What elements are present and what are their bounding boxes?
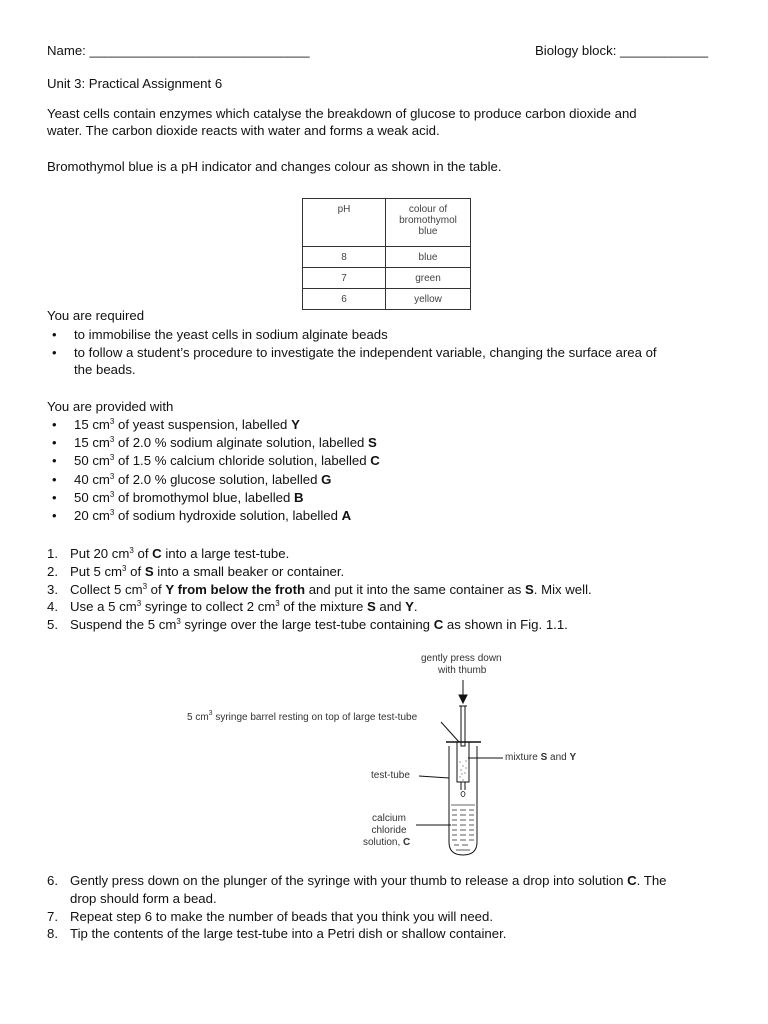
colour-value: green [386,268,471,289]
step-6 [47,872,727,890]
step-text: . Mix well. [533,581,592,597]
item-label: S [368,435,377,451]
press-arrow-head [459,695,467,703]
step-text: . The [636,873,667,888]
required-heading: You are required [47,308,145,323]
calcium-label-line-2: chloride [371,825,407,836]
superscript: 3 [275,599,280,609]
ph-value: 6 [303,289,386,310]
calcium-bold: C [403,837,411,848]
step-8 [47,925,727,943]
item-text: of 1.5 % calcium chloride solution, labelled [114,453,371,469]
calcium-chloride-liquid [451,805,475,850]
superscript: 3 [109,453,115,463]
header-colour-line-2: bromothymol [399,215,457,226]
step-number: 2. [47,563,58,579]
step-bold: Y from below the froth [165,581,306,597]
required-item-2-line-2: the beads. [74,362,136,377]
step-text: drop should form a bead. [70,890,217,906]
colour-value: blue [386,247,471,268]
step-text: of [126,563,145,579]
step-text: Suspend the 5 cm [70,617,177,633]
superscript: 3 [129,546,134,555]
item-text: of bromothymol blue, labelled [114,489,294,505]
step-text: Gently press down on the plunger of the syringe with your thumb to release a drop into solution [70,873,628,888]
biology-block-label: Biology block: ____________ [535,43,709,58]
step-text: of [147,581,166,597]
ph-value: 7 [303,268,386,289]
superscript: 3 [109,471,115,481]
step-number: 5. [47,617,58,633]
header-colour [386,199,471,247]
testtube-label: test-tube [371,770,410,781]
step-text: Repeat step 6 to make the number of beads that you think you will need. [70,908,493,924]
mixture-bold: S [540,752,548,763]
step-number: 3. [47,581,58,597]
item-text: of yeast suspension, labelled [114,417,292,432]
step-text: into a large test-tube. [161,546,290,561]
step-text: Use a 5 cm [70,599,137,615]
intro-paragraph [47,105,727,139]
superscript: 3 [176,617,181,627]
item-label: Y [291,417,300,432]
header-colour-line-3: blue [418,226,438,237]
calcium-label-line-1: calcium [372,813,406,824]
item-text: 15 cm [74,417,110,432]
mixture-dots [459,760,466,780]
step-text: Put 5 cm [70,563,123,579]
item-text: of sodium hydroxide solution, labelled [114,508,342,524]
step-text: . [413,599,418,615]
step-text: syringe to collect 2 cm [141,599,276,615]
list-item [47,344,727,379]
superscript: 3 [109,435,115,445]
step-text: and [375,599,406,615]
step-number: 8. [47,926,58,942]
syringe-barrel [457,742,469,782]
intro-line-1: Yeast cells contain enzymes which catalyse the breakdown of glucose to produce carbon dioxide and [47,106,637,121]
step-6-continued [47,890,727,908]
barrel-label [187,712,417,723]
name-field-label: Name: ______________________________ [47,43,310,58]
step-number: 4. [47,599,58,615]
step-text: syringe over the large test-tube containing [180,617,434,633]
item-label: A [341,508,352,524]
table-row [303,268,471,289]
superscript: 3 [122,563,127,573]
list-item [47,326,727,344]
step-4 [47,598,727,616]
barrel-text: syringe barrel resting on top of large test-tube [212,712,418,723]
step-text: Put 20 cm [70,546,130,561]
list-item [47,452,727,470]
mixture-text: mixture [505,752,541,763]
header-colour-line-1: colour of [408,204,448,215]
colour-value: yellow [386,289,471,310]
step-bold: S [144,563,154,579]
press-label-line-1: gently press down [421,653,502,664]
step-number: 1. [47,546,58,561]
step-bold: C [433,617,444,633]
item-text: 50 cm [74,489,110,505]
table-row [303,247,471,268]
step-text: Tip the contents of the large test-tube into a Petri dish or shallow container. [70,926,507,942]
table-row [303,289,471,310]
item-text: 40 cm [74,471,110,487]
provided-heading: You are provided with [47,399,174,414]
item-label: C [370,453,380,469]
step-text: and put it into the same container as [305,581,525,597]
calcium-label-line-3 [363,837,410,848]
press-label-line-2: with thumb [438,665,487,676]
step-number: 6. [47,873,58,888]
item-text: 50 cm [74,453,110,469]
barrel-leader-line [441,722,459,742]
list-item [47,471,727,489]
mixture-label [505,752,576,763]
superscript: 3 [142,581,148,591]
step-bold: Y [405,599,414,615]
superscript: 3 [109,508,115,518]
assignment-title: Unit 3: Practical Assignment 6 [47,76,223,91]
calcium-text: solution, [363,837,404,848]
item-label: B [293,489,304,505]
step-bold: S [366,599,376,615]
mixture-text: and [547,752,570,763]
barrel-text: 5 cm [187,712,209,723]
procedure-steps-1-5 [47,545,727,634]
required-item-1: to immobilise the yeast cells in sodium alginate beads [74,327,388,342]
plunger-rod [461,706,465,746]
list-item [47,507,727,525]
table-header-row [303,199,471,247]
step-bold: C [627,873,637,888]
item-text: 15 cm [74,435,110,451]
test-tube-outline [449,746,477,855]
step-bold: S [524,581,534,597]
required-item-2-line-1: • to follow a student’s procedure to investigate the independent variable, changing the surface area of [74,344,657,360]
superscript: 3 [109,489,115,499]
item-text: 20 cm [74,508,110,524]
step-text: as shown in Fig. 1.1. [443,617,568,633]
list-item [47,434,727,452]
step-3 [47,581,727,599]
step-text: into a small beaker or container. [153,563,345,579]
item-text: of 2.0 % glucose solution, labelled [114,471,322,487]
ph-value: 8 [303,247,386,268]
step-number: 7. [47,908,58,924]
ph-colour-table [302,198,471,310]
drop-bead [461,792,465,797]
procedure-steps-6-8 [47,872,727,943]
step-5 [47,616,727,634]
step-2 [47,563,727,581]
indicator-sentence: Bromothymol blue is a pH indicator and changes colour as shown in the table. [47,159,502,174]
step-text: of the mixture [279,599,367,615]
provided-list [47,416,727,525]
superscript: 3 [109,417,115,426]
intro-line-2: water. The carbon dioxide reacts with water and forms a weak acid. [47,123,440,138]
step-text: of [133,546,153,561]
required-list [47,326,727,379]
superscript: 3 [136,599,142,609]
testtube-leader-line [419,776,449,778]
item-label: G [321,471,332,487]
list-item [47,416,727,434]
item-text: of 2.0 % sodium alginate solution, labelled [114,435,369,451]
step-7 [47,908,727,926]
superscript: 3 [208,710,213,717]
step-text: Collect 5 cm [70,581,143,597]
step-bold: C [152,546,162,561]
step-1 [47,545,727,563]
list-item [47,489,727,507]
header-ph: pH [303,199,386,247]
mixture-bold: Y [569,752,577,763]
